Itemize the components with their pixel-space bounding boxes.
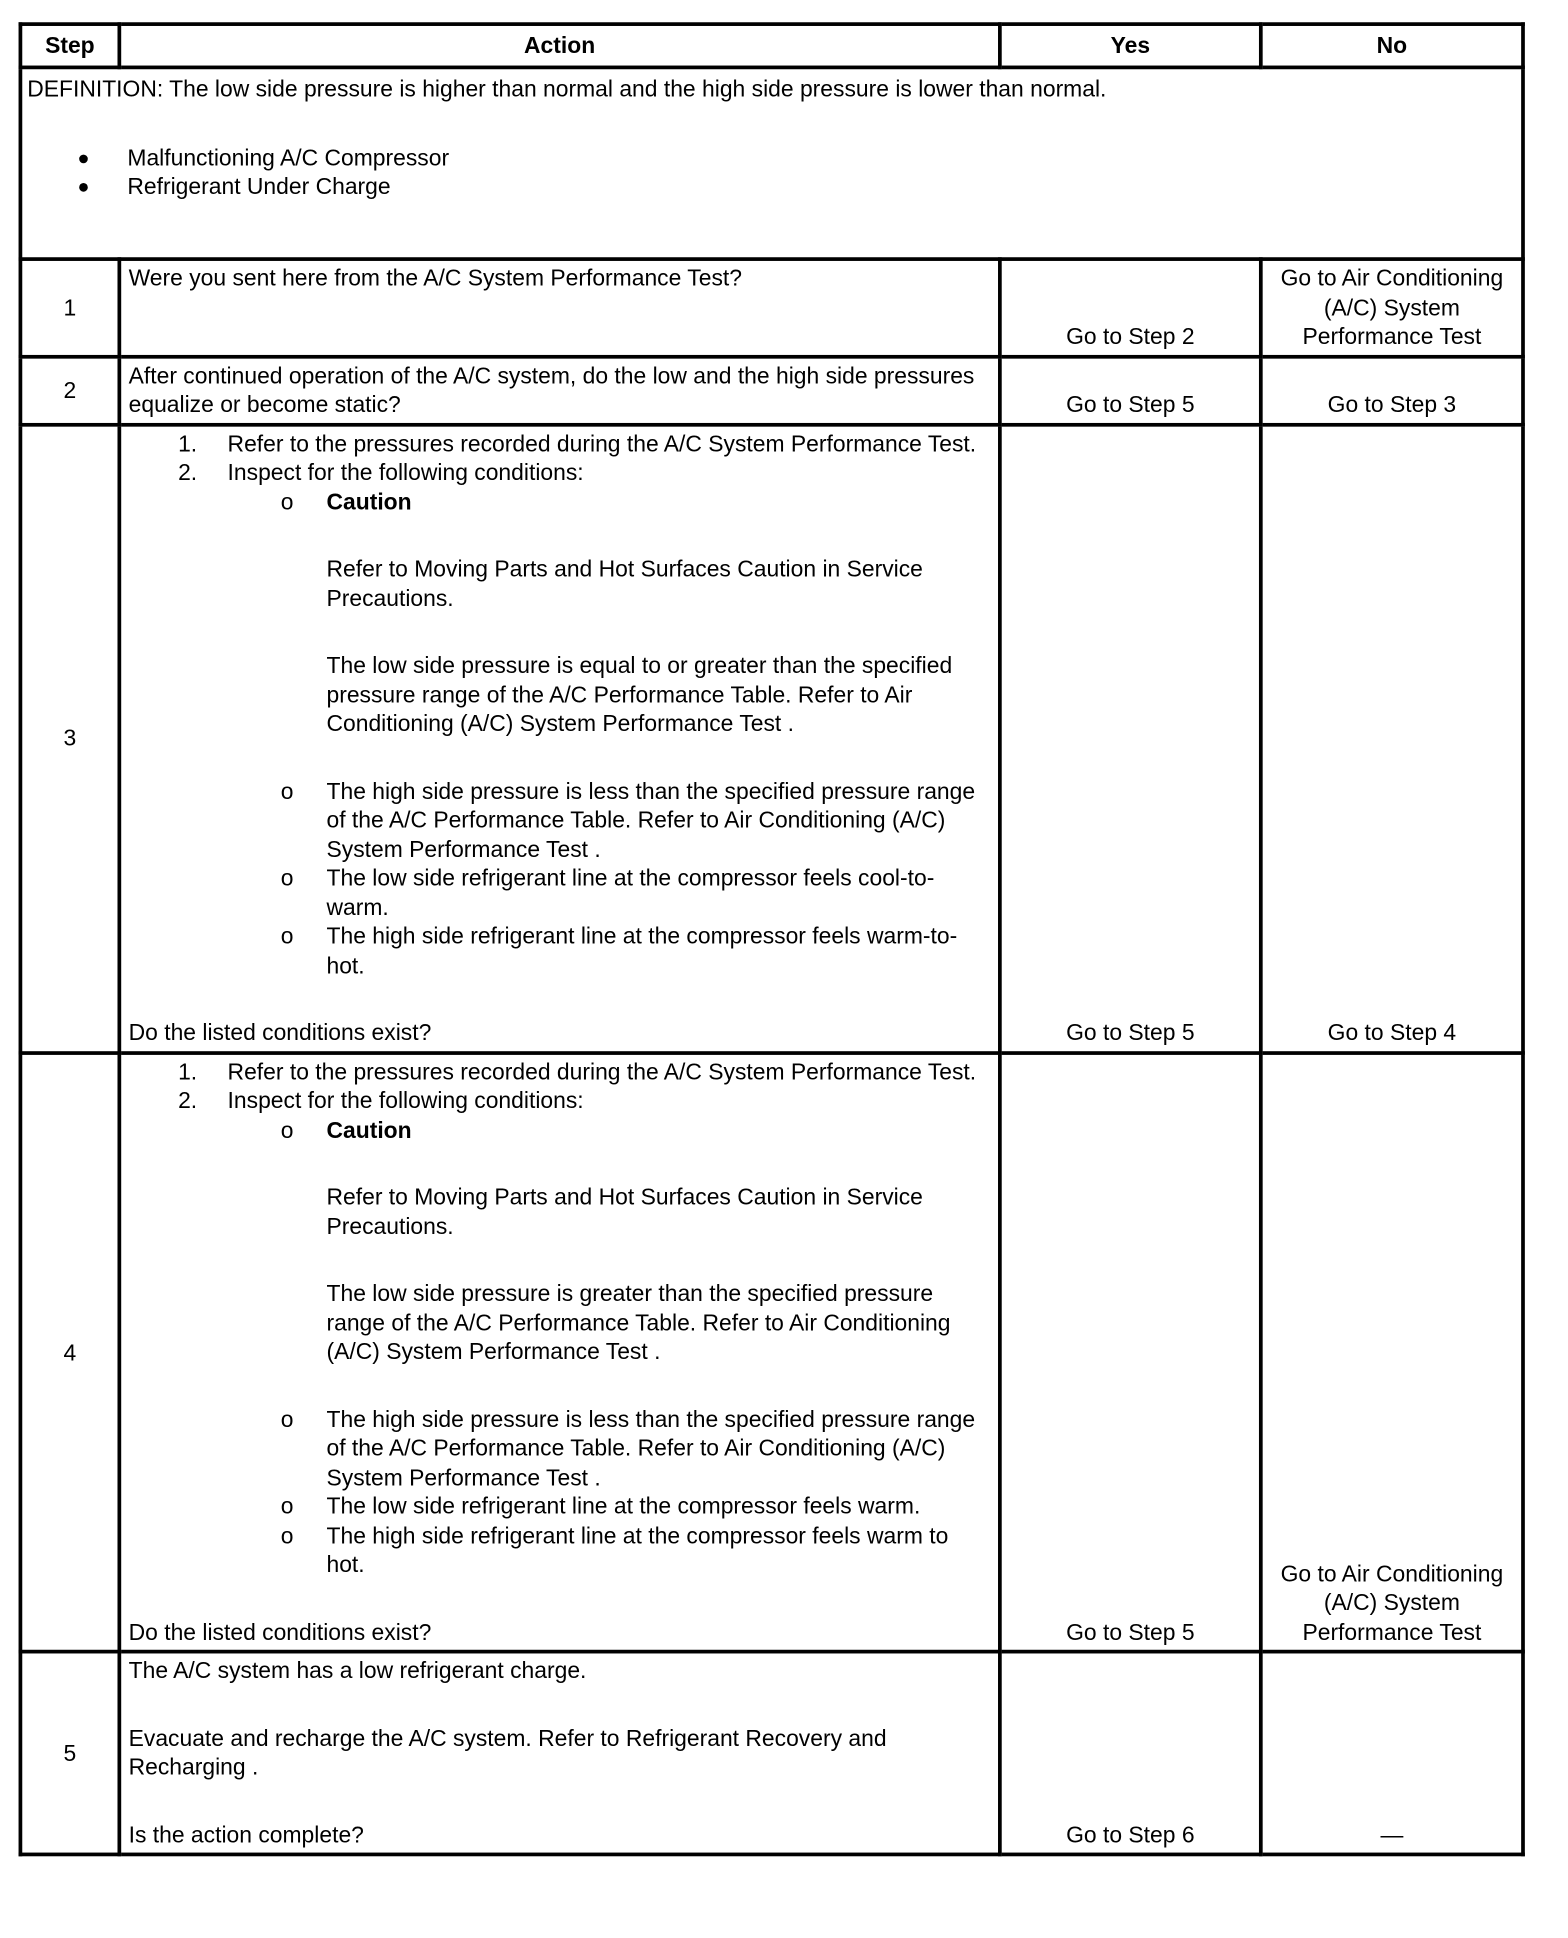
step-number: 1 xyxy=(20,259,119,356)
header-yes: Yes xyxy=(1000,24,1261,67)
step-question: Do the listed conditions exist? xyxy=(128,1019,432,1046)
condition-item: o The high side pressure is less than the specified pressure range of the A/C Performance Table. Refer to Air Conditioning (A/C) System Performance Test . xyxy=(280,777,976,862)
step-row-2 xyxy=(20,356,1523,424)
step-number: 3 xyxy=(20,424,119,1052)
header-step: Step xyxy=(20,24,119,67)
header-no: No xyxy=(1261,24,1523,67)
caution-condition: The low side pressure is greater than the specified pressure range of the A/C Performance Table. Refer to Air Conditioning (A/C) System Performance Test . xyxy=(326,1279,951,1365)
step-no-link[interactable]: Go to Air Conditioning (A/C) System Performance Test xyxy=(1261,259,1523,356)
condition-item: o The low side refrigerant line at the compressor feels cool-to-warm. xyxy=(280,864,935,920)
procedure-item: 2. Inspect for the following conditions: xyxy=(178,458,584,485)
procedure-list xyxy=(129,429,991,487)
step-action xyxy=(119,1052,1000,1651)
step-no-link[interactable]: Go to Air Conditioning (A/C) System Performance Test xyxy=(1261,1052,1523,1651)
procedure-item: 1. Refer to the pressures recorded during the A/C System Performance Test. xyxy=(178,1057,977,1084)
step-text: Evacuate and recharge the A/C system. Refer to Refrigerant Recovery and Recharging . xyxy=(128,1724,887,1780)
condition-item: o The high side refrigerant line at the compressor feels warm to hot. xyxy=(280,1521,949,1577)
caution-text: Refer to Moving Parts and Hot Surfaces Caution in Service Precautions. xyxy=(326,1183,923,1239)
bullet-icon xyxy=(79,183,88,192)
step-question: After continued operation of the A/C system, do the low and the high side pressures equalize or become static? xyxy=(128,361,975,417)
step-number: 2 xyxy=(20,356,119,424)
caution-condition: The low side pressure is equal to or greater than the specified pressure range of the A/C Performance Table. Refer to Air Conditioning (A/C) System Performance Test . xyxy=(326,651,953,736)
step-text: The A/C system has a low refrigerant charge. xyxy=(128,1657,587,1684)
procedure-item: 2. Inspect for the following conditions: xyxy=(178,1087,584,1114)
step-number: 4 xyxy=(20,1052,119,1651)
step-question: Is the action complete? xyxy=(128,1821,364,1848)
step-yes-link[interactable]: Go to Step 6 xyxy=(1000,1652,1261,1855)
definition-text: DEFINITION: The low side pressure is higher than normal and the high side pressure is lower than normal. xyxy=(27,75,1107,102)
step-row-4 xyxy=(20,1052,1523,1651)
procedure-list xyxy=(129,1057,991,1115)
step-no-link: — xyxy=(1261,1652,1523,1855)
step-question: Do the listed conditions exist? xyxy=(128,1618,432,1645)
step-no-link[interactable]: Go to Step 4 xyxy=(1261,424,1523,1052)
definition-bullets xyxy=(27,143,1516,201)
condition-item: o The low side refrigerant line at the compressor feels warm. xyxy=(280,1492,921,1519)
step-yes-link[interactable]: Go to Step 5 xyxy=(1000,1052,1261,1651)
step-action xyxy=(119,356,1000,424)
step-yes-link[interactable]: Go to Step 2 xyxy=(1000,259,1261,356)
step-row-3 xyxy=(20,424,1523,1052)
step-yes-link[interactable]: Go to Step 5 xyxy=(1000,424,1261,1052)
bullet-icon xyxy=(79,154,88,163)
step-action xyxy=(119,424,1000,1052)
caution-heading: o Caution xyxy=(280,1116,412,1143)
step-row-1 xyxy=(20,259,1523,356)
step-action xyxy=(119,1652,1000,1855)
condition-item: o The high side refrigerant line at the compressor feels warm-to-hot. xyxy=(280,922,958,978)
condition-item: o The high side pressure is less than the specified pressure range of the A/C Performance Table. Refer to Air Conditioning (A/C) System Performance Test . xyxy=(280,1405,976,1490)
step-row-5 xyxy=(20,1652,1523,1855)
step-action xyxy=(119,259,1000,356)
diagnostic-table xyxy=(19,22,1525,1856)
step-yes-link[interactable]: Go to Step 5 xyxy=(1000,356,1261,424)
caution-heading: o Caution xyxy=(280,487,412,514)
step-no-link[interactable]: Go to Step 3 xyxy=(1261,356,1523,424)
definition-bullet: Malfunctioning A/C Compressor xyxy=(27,143,1516,172)
header-row xyxy=(20,24,1523,67)
definition-cell xyxy=(20,67,1523,259)
definition-bullet: Refrigerant Under Charge xyxy=(27,172,1516,201)
procedure-item: 1. Refer to the pressures recorded during the A/C System Performance Test. xyxy=(178,429,977,456)
step-number: 5 xyxy=(20,1652,119,1855)
caution-text: Refer to Moving Parts and Hot Surfaces Caution in Service Precautions. xyxy=(326,555,923,611)
definition-row xyxy=(20,67,1523,259)
header-action: Action xyxy=(119,24,1000,67)
step-question: Were you sent here from the A/C System Performance Test? xyxy=(128,264,742,291)
